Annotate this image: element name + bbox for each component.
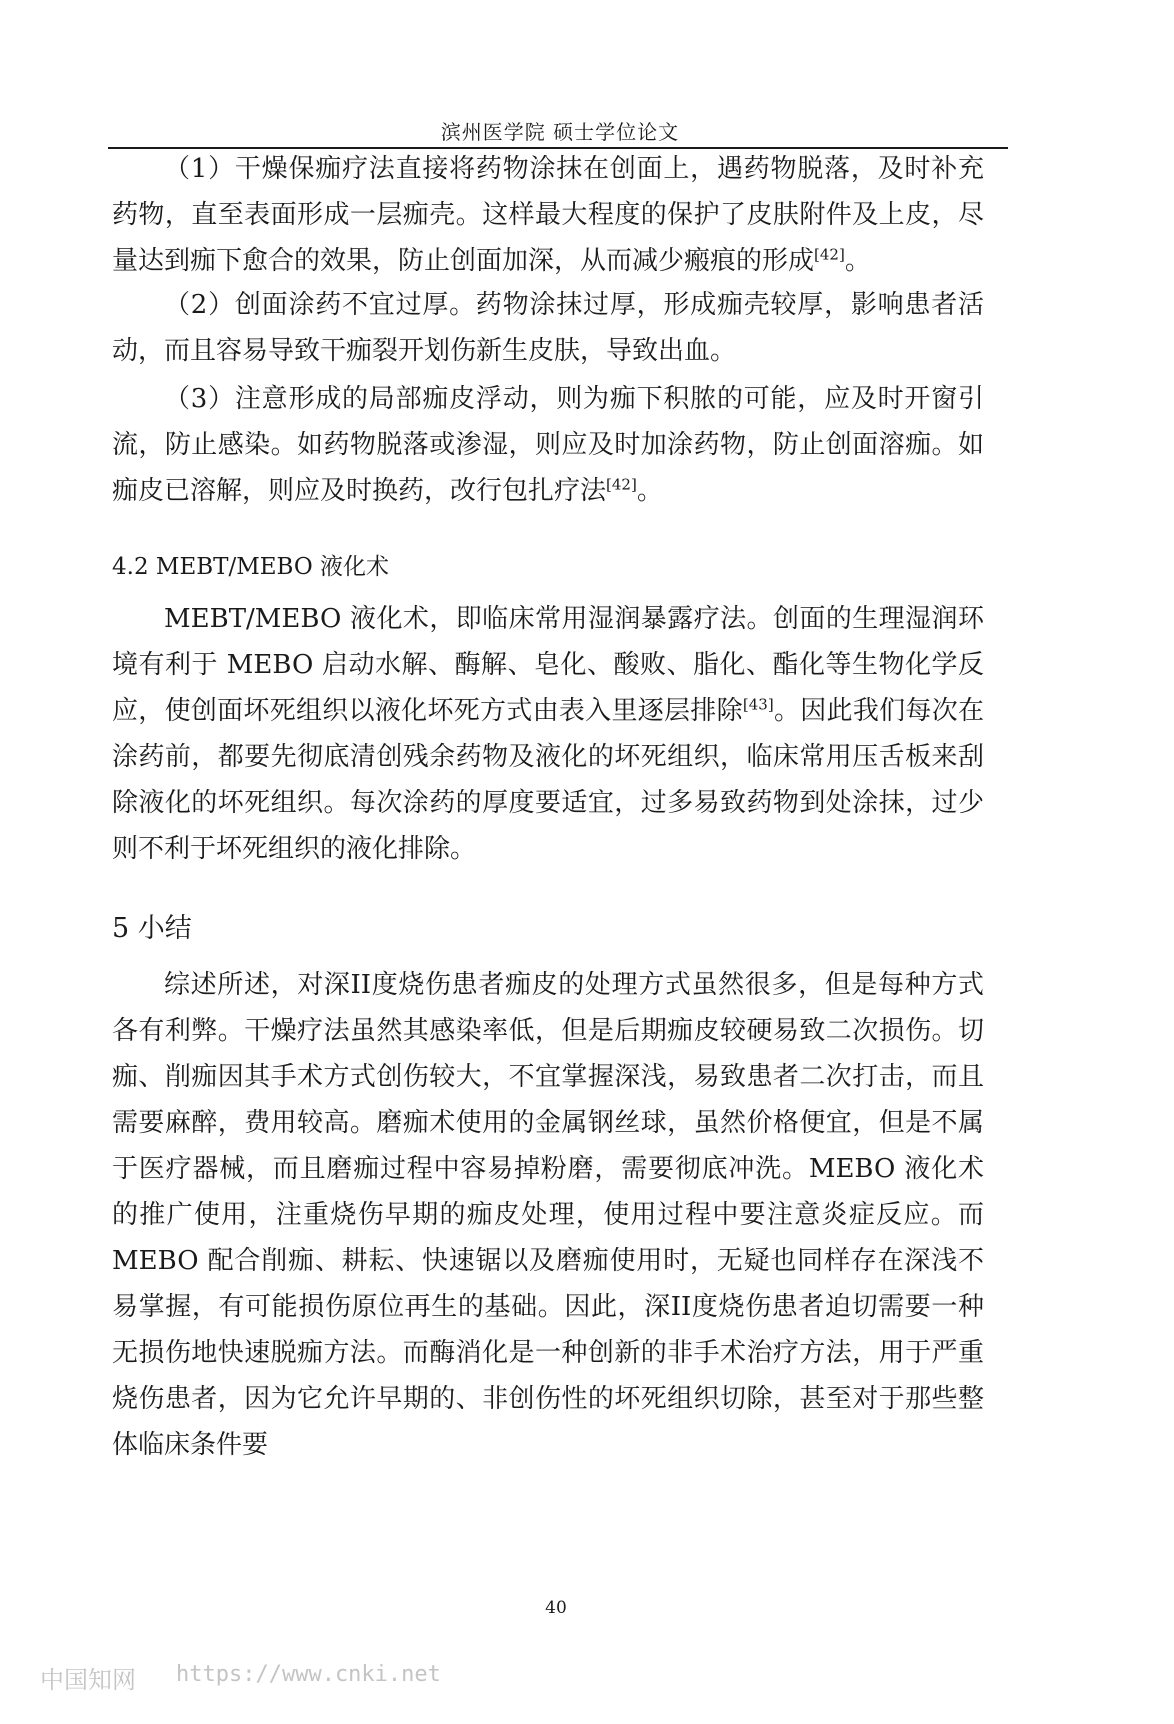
- paragraph-1-text: （1）干燥保痂疗法直接将药物涂抹在创面上，遇药物脱落，及时补充药物，直至表面形成一层痂壳。这样最大程度的保护了皮肤附件及上皮，尽量达到痂下愈合的效果，防止创面加深，从而减少瘢痕的形成: [112, 154, 984, 276]
- paragraph-1: [112, 146, 984, 284]
- paragraph-1-end: 。: [844, 246, 871, 276]
- paragraph-3-text: （3）注意形成的局部痂皮浮动，则为痂下积脓的可能，应及时开窗引流，防止感染。如药物脱落或渗湿，则应及时加涂药物，防止创面溶痂。如痂皮已溶解，则应及时换药，改行包扎疗法: [112, 384, 984, 506]
- watermark-site-name: 中国知网: [40, 1666, 136, 1694]
- citation-43: [43]: [742, 695, 774, 714]
- paragraph-4-text: MEBT/MEBO 液化术，即临床常用湿润暴露疗法。创面的生理湿润环境有利于 MEBO 启动水解、酶解、皂化、酸败、脂化、酯化等生物化学反应，使创面坏死组织以液化坏死方式由表入里逐层排除: [112, 604, 984, 726]
- paragraph-3: [112, 376, 984, 514]
- section-heading-5-text: 5 小结: [112, 913, 192, 944]
- running-header: 滨州医学院 硕士学位论文: [440, 120, 680, 144]
- watermark-url: https://www.cnki.net: [176, 1662, 441, 1687]
- page-number: 40: [545, 1598, 567, 1618]
- section-heading-4-2: [112, 544, 984, 590]
- citation-42: [42]: [606, 475, 637, 494]
- paragraph-2-text: （2）创面涂药不宜过厚。药物涂抹过厚，形成痂壳较厚，影响患者活动，而且容易导致干痂裂开划伤新生皮肤，导致出血。: [112, 290, 984, 366]
- paragraph-2: [112, 282, 984, 374]
- paragraph-5: [112, 962, 984, 1468]
- paragraph-4-end: 。因此我们每次在涂药前，都要先彻底清创残余药物及液化的坏死组织，临床常用压舌板来刮除液化的坏死组织。每次涂药的厚度要适宜，过多易致药物到处涂抹，过少则不利于坏死组织的液化排除。: [112, 696, 984, 864]
- citation-42: [42]: [814, 245, 845, 264]
- section-heading-5: [112, 906, 984, 952]
- paragraph-3-end: 。: [636, 476, 663, 506]
- paragraph-5-text: 综述所述，对深II度烧伤患者痂皮的处理方式虽然很多，但是每种方式各有利弊。干燥疗法虽然其感染率低，但是后期痂皮较硬易致二次损伤。切痂、削痂因其手术方式创伤较大，不宜掌握深浅，易致患者二次打击，而且需要麻醉，费用较高。磨痂术使用的金属钢丝球，虽然价格便宜，但是不属于医疗器械，而且磨痂过程中容易掉粉磨，需要彻底冲洗。MEBO 液化术的推广使用，注重烧伤早期的痂皮处理，使用过程中要注意炎症反应。而 MEBO 配合削痂、耕耘、快速锯以及磨痂使用时，无疑也同样存在深浅不易掌握，有可能损伤原位再生的基础。因此，深II度烧伤患者迫切需要一种无损伤地快速脱痂方法。而酶消化是一种创新的非手术治疗方法，用于严重烧伤患者，因为它允许早期的、非创伤性的坏死组织切除，甚至对于那些整体临床条件要: [112, 970, 984, 1460]
- section-heading-4-2-text: 4.2 MEBT/MEBO 液化术: [112, 554, 390, 580]
- paragraph-4: [112, 596, 984, 872]
